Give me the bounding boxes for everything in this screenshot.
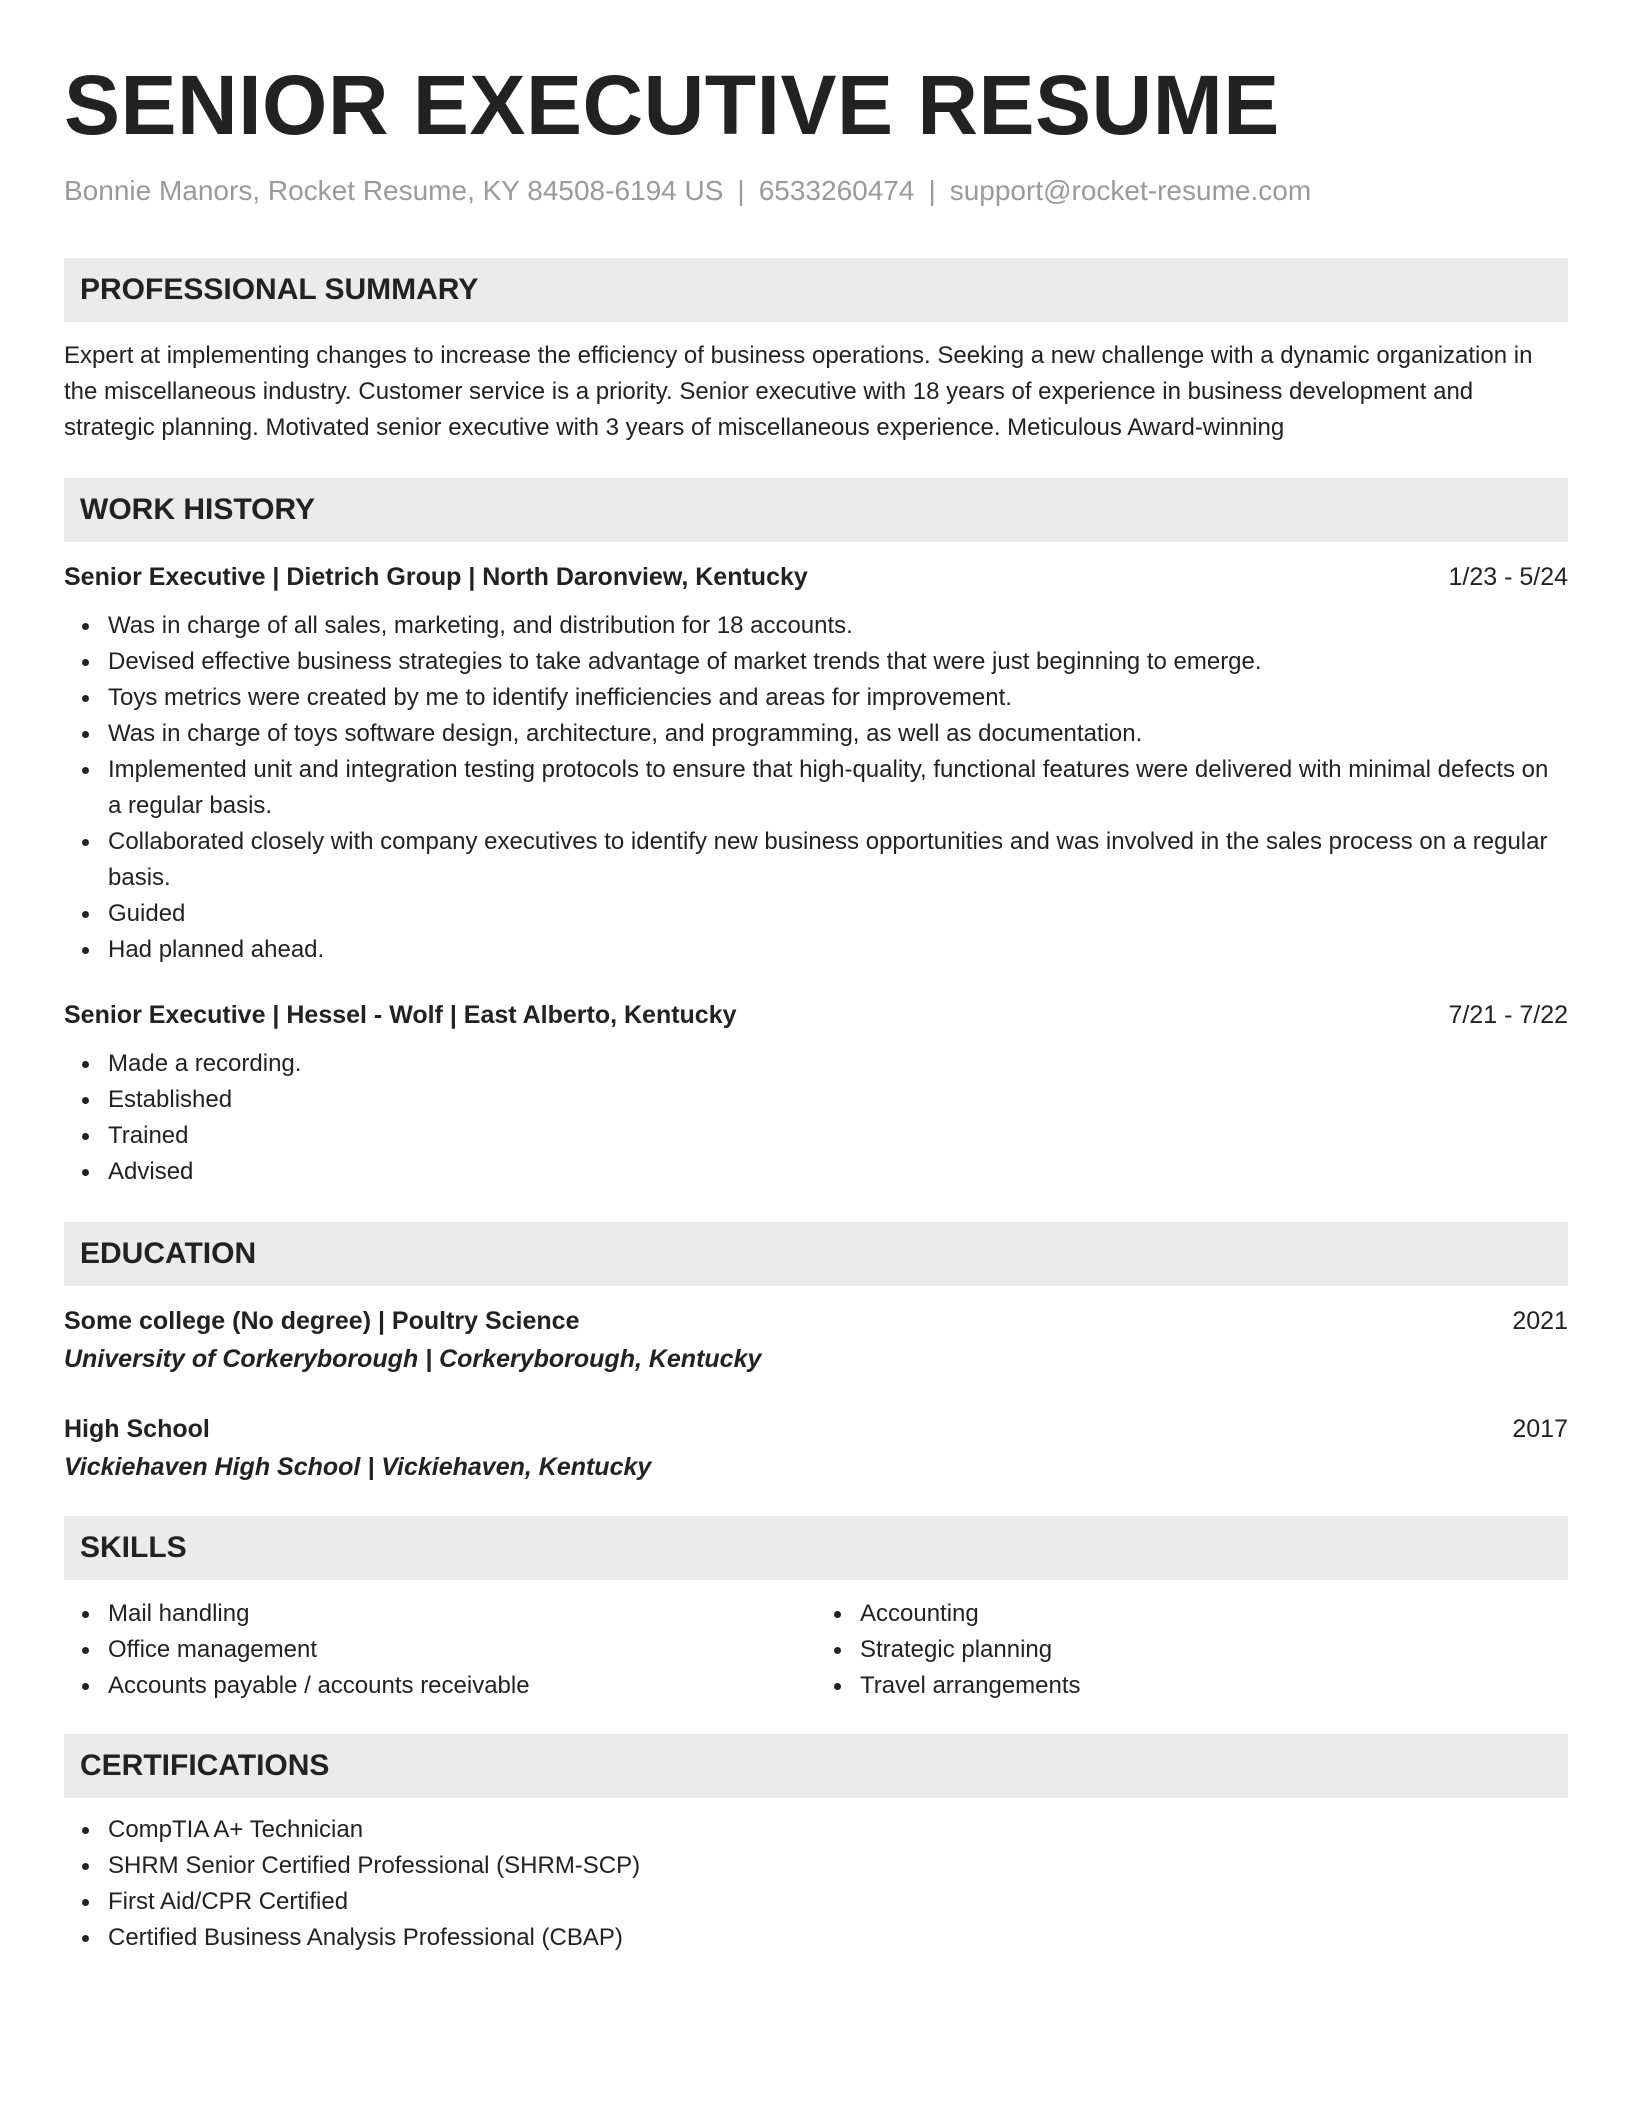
job-bullet: Established — [64, 1082, 1568, 1118]
section-heading-education: EDUCATION — [64, 1222, 1568, 1286]
certification-item: First Aid/CPR Certified — [64, 1884, 1568, 1920]
job-bullet: Implemented unit and integration testing protocols to ensure that high-quality, functional features were delivered with minimal defects on a regular basis. — [64, 752, 1568, 824]
job-title: Senior Executive | Hessel - Wolf | East Alberto, Kentucky — [64, 1001, 737, 1029]
job-bullet: Advised — [64, 1154, 1568, 1190]
skill-item: Strategic planning — [816, 1632, 1568, 1668]
skills-list — [64, 1596, 1568, 1704]
education-school: University of Corkeryborough | Corkeryborough, Kentucky — [64, 1345, 762, 1373]
contact-separator: | — [928, 175, 936, 206]
education-degree: Some college (No degree) | Poultry Science — [64, 1307, 580, 1335]
job-bullet: Toys metrics were created by me to identify inefficiencies and areas for improvement. — [64, 680, 1568, 716]
contact-line — [64, 174, 1568, 208]
skill-item: Office management — [64, 1632, 816, 1668]
job-entry — [64, 560, 1568, 968]
job-bullets — [64, 608, 1568, 968]
contact-phone: 6533260474 — [758, 175, 915, 206]
education-year: 2017 — [1512, 1415, 1568, 1443]
certification-item: SHRM Senior Certified Professional (SHRM-SCP) — [64, 1848, 1568, 1884]
education-degree: High School — [64, 1415, 210, 1443]
section-heading-certifications: CERTIFICATIONS — [64, 1734, 1568, 1798]
job-dates: 1/23 - 5/24 — [1448, 563, 1568, 591]
job-bullet: Made a recording. — [64, 1046, 1568, 1082]
contact-address: Bonnie Manors, Rocket Resume, KY 84508-6194 US — [64, 175, 724, 206]
section-heading-work-history: WORK HISTORY — [64, 478, 1568, 542]
skill-item: Accounts payable / accounts receivable — [64, 1668, 816, 1704]
summary-text: Expert at implementing changes to increase the efficiency of business operations. Seeking a new challenge with a dynamic organization in the miscellaneous industry. Customer service is a priority. Senior executive with 18 years of experience in business development and strategic planning. Motivated senior executive with 3 years of miscellaneous experience. Meticulous Award-winning — [64, 342, 1533, 441]
skill-item: Mail handling — [64, 1596, 816, 1632]
job-bullet: Devised effective business strategies to take advantage of market trends that were just beginning to emerge. — [64, 644, 1568, 680]
resume-title: SENIOR EXECUTIVE RESUME — [64, 58, 1280, 152]
education-header — [64, 1304, 1568, 1338]
job-bullet: Was in charge of toys software design, architecture, and programming, as well as documentation. — [64, 716, 1568, 752]
contact-email: support@rocket-resume.com — [949, 175, 1312, 206]
job-header — [64, 560, 1568, 594]
job-bullet: Trained — [64, 1118, 1568, 1154]
skill-item: Travel arrangements — [816, 1668, 1568, 1704]
skills-column-left — [64, 1596, 816, 1704]
certification-item: Certified Business Analysis Professional (CBAP) — [64, 1920, 1568, 1956]
section-heading-skills: SKILLS — [64, 1516, 1568, 1580]
job-bullet: Had planned ahead. — [64, 932, 1568, 968]
education-header — [64, 1412, 1568, 1446]
job-bullets — [64, 1046, 1568, 1190]
job-entry — [64, 998, 1568, 1190]
job-bullet: Collaborated closely with company executives to identify new business opportunities and was involved in the sales process on a regular basis. — [64, 824, 1568, 896]
skill-item: Accounting — [816, 1596, 1568, 1632]
education-entry — [64, 1304, 1568, 1376]
education-year: 2021 — [1512, 1307, 1568, 1335]
education-entry — [64, 1412, 1568, 1484]
job-title: Senior Executive | Dietrich Group | North Daronview, Kentucky — [64, 563, 808, 591]
section-heading-summary: PROFESSIONAL SUMMARY — [64, 258, 1568, 322]
job-bullet: Was in charge of all sales, marketing, and distribution for 18 accounts. — [64, 608, 1568, 644]
job-dates: 7/21 - 7/22 — [1448, 1001, 1568, 1029]
contact-separator: | — [737, 175, 745, 206]
certification-item: CompTIA A+ Technician — [64, 1812, 1568, 1848]
job-header — [64, 998, 1568, 1032]
skills-column-right — [816, 1596, 1568, 1704]
job-bullet: Guided — [64, 896, 1568, 932]
certifications-list — [64, 1812, 1568, 1956]
education-school: Vickiehaven High School | Vickiehaven, Kentucky — [64, 1453, 652, 1481]
